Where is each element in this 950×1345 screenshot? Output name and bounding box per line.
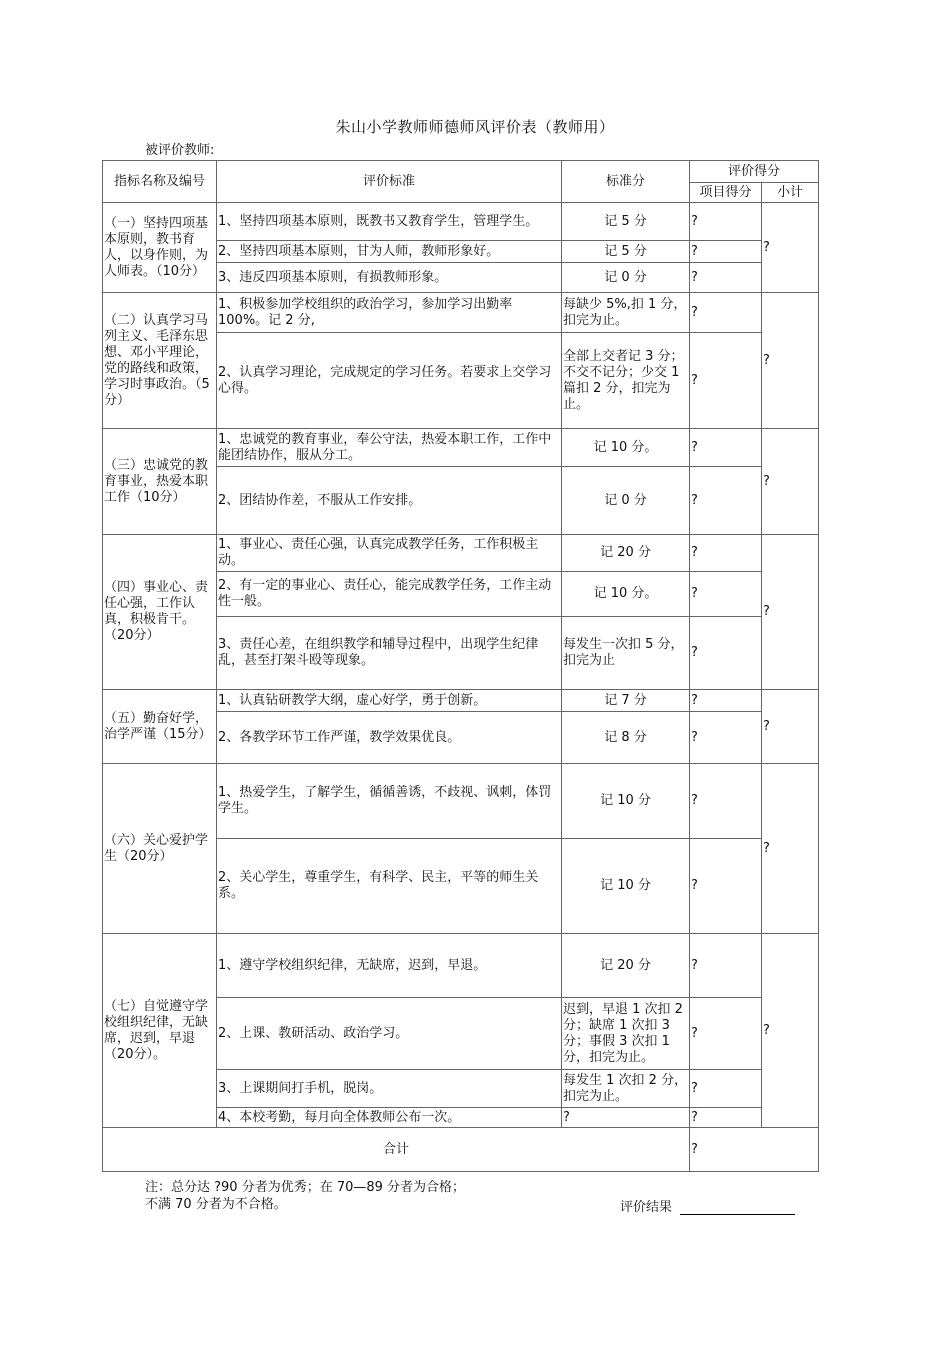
criteria-cell: 2、认真学习理论，完成规定的学习任务。若要求上交学习心得。 [217, 333, 562, 429]
item-score-cell[interactable]: ? [690, 617, 762, 690]
subtotal-cell[interactable]: ? [762, 429, 819, 535]
item-score-cell[interactable]: ? [690, 998, 762, 1070]
standard-score-cell: 全部上交者记 3 分；不交不记分；少交 1 篇扣 2 分，扣完为止。 [562, 333, 690, 429]
category-2: （二）认真学习马列主义、毛泽东思想、邓小平理论，党的路线和政策，学习时事政治。（5分） [103, 293, 217, 429]
standard-score-cell: ? [562, 1108, 690, 1128]
subtotal-cell[interactable]: ? [762, 764, 819, 934]
criteria-cell: 4、本校考勤，每月向全体教师公布一次。 [217, 1108, 562, 1128]
note-line-2: 不满 70 分者为不合格。 [145, 1197, 287, 1212]
header-indicator: 指标名称及编号 [103, 161, 217, 203]
evaluation-table [102, 160, 819, 1172]
header-criteria: 评价标准 [217, 161, 562, 203]
standard-score-cell: 记 8 分 [562, 712, 690, 764]
criteria-cell: 2、各教学环节工作严谨，教学效果优良。 [217, 712, 562, 764]
criteria-cell: 2、团结协作差，不服从工作安排。 [217, 467, 562, 535]
criteria-cell: 3、责任心差，在组织教学和辅导过程中，出现学生纪律乱，甚至打架斗殴等现象。 [217, 617, 562, 690]
item-score-cell[interactable]: ? [690, 690, 762, 712]
result-blank-line[interactable] [680, 1200, 795, 1215]
standard-score-cell: 记 10 分 [562, 839, 690, 934]
standard-score-cell: 记 0 分 [562, 263, 690, 293]
item-score-cell[interactable]: ? [690, 839, 762, 934]
standard-score-cell: 记 0 分 [562, 467, 690, 535]
item-score-cell[interactable]: ? [690, 333, 762, 429]
criteria-cell: 1、认真钻研教学大纲，虚心好学，勇于创新。 [217, 690, 562, 712]
item-score-cell[interactable]: ? [690, 263, 762, 293]
standard-score-cell: 记 20 分 [562, 535, 690, 572]
standard-score-cell: 记 10 分。 [562, 572, 690, 617]
item-score-cell[interactable]: ? [690, 293, 762, 333]
standard-score-cell: 每缺少 5%,扣 1 分，扣完为止。 [562, 293, 690, 333]
item-score-cell[interactable]: ? [690, 712, 762, 764]
item-score-cell[interactable]: ? [690, 535, 762, 572]
total-label: 合计 [103, 1128, 690, 1172]
header-subtotal: 小计 [762, 183, 819, 203]
criteria-cell: 1、坚持四项基本原则，既教书又教育学生，管理学生。 [217, 203, 562, 241]
item-score-cell[interactable]: ? [690, 1070, 762, 1108]
item-score-cell[interactable]: ? [690, 1108, 762, 1128]
criteria-cell: 1、忠诚党的教育事业，奉公守法，热爱本职工作，工作中能团结协作，服从分工。 [217, 429, 562, 467]
subtotal-cell[interactable]: ? [762, 934, 819, 1128]
item-score-cell[interactable]: ? [690, 467, 762, 535]
item-score-cell[interactable]: ? [690, 934, 762, 998]
category-6: （六）关心爱护学生（20分） [103, 764, 217, 934]
criteria-cell: 1、热爱学生，了解学生，循循善诱，不歧视、讽刺，体罚学生。 [217, 764, 562, 839]
criteria-cell: 1、积极参加学校组织的政治学习，参加学习出勤率 100%。记 2 分, [217, 293, 562, 333]
item-score-cell[interactable]: ? [690, 203, 762, 241]
category-1: （一）坚持四项基本原则，教书育人，以身作则，为人师表。（10分） [103, 203, 217, 293]
criteria-cell: 1、事业心、责任心强，认真完成教学任务，工作积极主动。 [217, 535, 562, 572]
criteria-cell: 3、违反四项基本原则，有损教师形象。 [217, 263, 562, 293]
standard-score-cell: 记 10 分。 [562, 429, 690, 467]
subtotal-cell[interactable]: ? [762, 535, 819, 690]
category-5: （五）勤奋好学，治学严谨（15分） [103, 690, 217, 764]
criteria-cell: 2、关心学生，尊重学生，有科学、民主，平等的师生关系。 [217, 839, 562, 934]
standard-score-cell: 记 5 分 [562, 203, 690, 241]
item-score-cell[interactable]: ? [690, 764, 762, 839]
subtotal-cell[interactable]: ? [762, 690, 819, 764]
header-standard-score: 标准分 [562, 161, 690, 203]
standard-score-cell: 记 20 分 [562, 934, 690, 998]
criteria-cell: 2、上课、教研活动、政治学习。 [217, 998, 562, 1070]
result-label: 评价结果 [620, 1200, 673, 1215]
item-score-cell[interactable]: ? [690, 572, 762, 617]
standard-score-cell: 记 7 分 [562, 690, 690, 712]
criteria-cell: 3、上课期间打手机，脱岗。 [217, 1070, 562, 1108]
total-value[interactable]: ? [690, 1128, 819, 1172]
evaluation-result [620, 1196, 795, 1215]
grading-note [145, 1179, 465, 1213]
item-score-cell[interactable]: ? [690, 429, 762, 467]
standard-score-cell: 迟到，早退 1 次扣 2 分；缺席 1 次扣 3 分；事假 3 次扣 1 分，扣完为止。 [562, 998, 690, 1070]
item-score-cell[interactable]: ? [690, 241, 762, 263]
category-7: （七）自觉遵守学校组织纪律，无缺席，迟到，早退（20分）。 [103, 934, 217, 1128]
criteria-cell: 2、有一定的事业心、责任心，能完成教学任务，工作主动性一般。 [217, 572, 562, 617]
category-4: （四）事业心、责任心强，工作认真，积极肯干。（20分） [103, 535, 217, 690]
subtotal-cell[interactable]: ? [762, 293, 819, 429]
standard-score-cell: 每发生一次扣 5 分，扣完为止 [562, 617, 690, 690]
criteria-cell: 2、坚持四项基本原则，甘为人师，教师形象好。 [217, 241, 562, 263]
evaluatee-label: 被评价教师: [145, 143, 215, 158]
criteria-cell: 1、遵守学校组织纪律，无缺席，迟到，早退。 [217, 934, 562, 998]
standard-score-cell: 记 5 分 [562, 241, 690, 263]
header-evaluation-score: 评价得分 [690, 161, 819, 183]
category-3: （三）忠诚党的教育事业，热爱本职工作（10分） [103, 429, 217, 535]
standard-score-cell: 记 10 分 [562, 764, 690, 839]
header-item-score: 项目得分 [690, 183, 762, 203]
subtotal-cell[interactable]: ? [762, 203, 819, 293]
standard-score-cell: 每发生 1 次扣 2 分，扣完为止。 [562, 1070, 690, 1108]
note-line-1: 注：总分达 ?90 分者为优秀；在 70—89 分者为合格； [145, 1180, 466, 1195]
form-title: 朱山小学教师师德师风评价表（教师用） [335, 118, 615, 136]
